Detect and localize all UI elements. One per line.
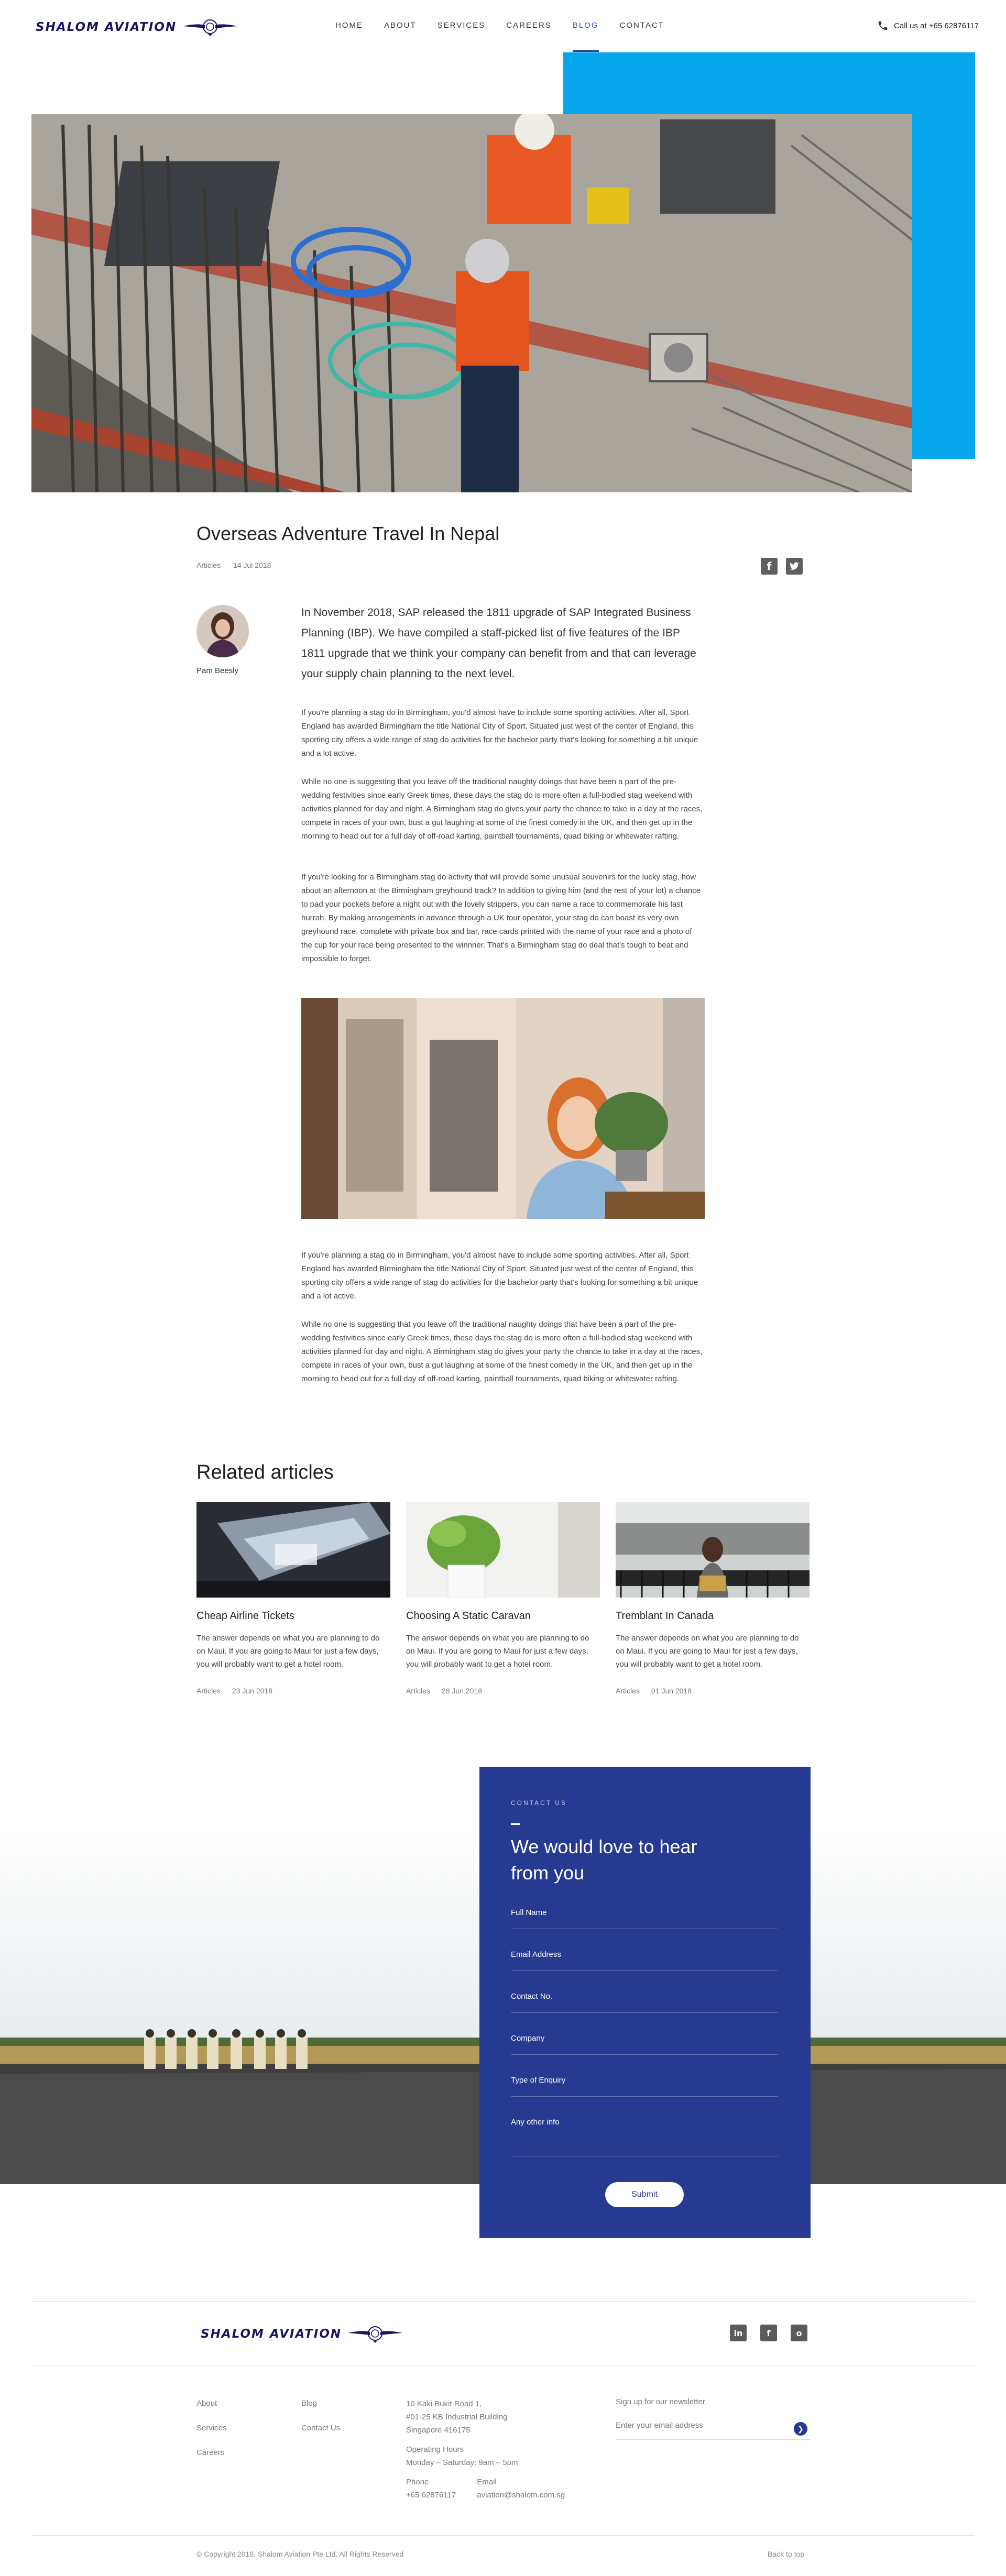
article-title: Overseas Adventure Travel In Nepal: [196, 523, 500, 544]
related-card-meta: [616, 1687, 810, 1695]
other-info-field[interactable]: Any other info: [511, 2118, 778, 2156]
full-name-field[interactable]: Full Name: [511, 1908, 778, 1929]
footer-address-line: Singapore 416175: [406, 2426, 471, 2435]
newsletter-submit-arrow-icon[interactable]: ❯: [794, 2422, 807, 2436]
footer-link-services[interactable]: Services: [196, 2424, 227, 2432]
newsletter-placeholder: Enter your email address: [616, 2421, 703, 2430]
article-meta: [196, 561, 271, 569]
nav-services[interactable]: SERVICES: [437, 21, 486, 30]
related-card-desc: The answer depends on what you are planning to do on Maui. If you are going to Maui for just a few days, you will probably want to get a hotel room.: [406, 1634, 589, 1669]
contact-form-card: [479, 1767, 811, 2238]
article-paragraph: If you're looking for a Birmingham stag do activity that will provide some unusual souvenirs for the lucky stag, how about an afternoon at the Birmingham greyhound track? In addition to giving him (and the rest of your lot) a chance to pad your pockets before a night out with the lovely strippers, you can name a race to commemorate his last hurrah. By making arrangements in advance through a UK tour operator, your stag do can boast its very own greyhound race, complete with private box and bar, race cards printed with the name of your race and a photo of the cup for your race being presented to the winnner. That's a Birmingham stag do deal that's tough to beat and impossible to forget.: [301, 873, 701, 963]
footer-link-blog[interactable]: Blog: [301, 2399, 318, 2408]
instagram-icon[interactable]: o: [791, 2325, 807, 2341]
contact-heading: We would love to hear from you: [511, 1836, 697, 1884]
article-date: 14 Jul 2018: [233, 561, 271, 569]
facebook-icon[interactable]: f: [760, 2325, 777, 2341]
back-to-top-link[interactable]: Back to top: [768, 2550, 805, 2558]
footer-link-careers[interactable]: Careers: [196, 2448, 225, 2457]
contact-number-field[interactable]: Contact No.: [511, 1992, 778, 2013]
related-card-image[interactable]: [406, 1502, 600, 1598]
footer-links-col-2: [301, 2397, 340, 2447]
footer-hours-label: Operating Hours: [406, 2445, 464, 2454]
footer-social: [730, 2325, 807, 2341]
related-card-desc: The answer depends on what you are planning to do on Maui. If you are going to Maui for just a few days, you will probably want to get a hotel room.: [616, 1634, 799, 1669]
logo-wings-icon: [347, 2325, 403, 2343]
footer-divider: [31, 2301, 975, 2302]
footer-address-line: #01-25 KB Industrial Building: [406, 2413, 508, 2421]
article-paragraph: While no one is suggesting that you leave off the traditional naughty doings that have been a part of the pre-wedding festivities since early Greek times, these days the stag do is more often a full-bodied stag weekend with activities planned for day and night. A Birmingham stag do gives your party the chance to take in a day at the races, compete in races of your own, bust a gut laughing at some of the finest comedy in the UK, and then get up in the morning to head out for a full day of off-road karting, paintball tournaments, quad biking or whitewater rafting.: [301, 777, 703, 841]
footer-logo-wordmark: SHALOM AVIATION: [201, 2327, 342, 2341]
newsletter-label: Sign up for our newsletter: [616, 2397, 705, 2406]
article-paragraph: If you're planning a stag do in Birmingham, you'd almost have to include some sporting activities. After all, Sport England has awarded Birmingham the title National City of Sport. Situated just west of the center of England, this sporting city offers a wide range of stag do activities for the bachelor party that's looking for something a bit unique and a lot active.: [301, 708, 698, 758]
nav-home[interactable]: HOME: [335, 21, 363, 30]
related-card-date: 28 Jun 2018: [441, 1687, 482, 1695]
site-header: [0, 0, 1006, 52]
nav-contact[interactable]: CONTACT: [619, 21, 664, 30]
email-field[interactable]: Email Address: [511, 1950, 778, 1971]
footer-email[interactable]: aviation@shalom.com.sg: [477, 2491, 565, 2500]
article-paragraph: While no one is suggesting that you leave off the traditional naughty doings that have been a part of the pre-wedding festivities since early Greek times, these days the stag do is more often a full-bodied stag weekend with activities planned for day and night. A Birmingham stag do gives your party the chance to take in a day at the races, compete in races of your own, bust a gut laughing at some of the finest comedy in the UK, and then get up in the morning to head out for a full day of off-road karting, paintball tournaments, quad biking or whitewater rafting.: [301, 1320, 703, 1383]
footer-address-line: 10 Kaki Bukit Road 1,: [406, 2399, 482, 2408]
newsletter-email-input[interactable]: [616, 2421, 811, 2440]
nav-about[interactable]: ABOUT: [384, 21, 417, 30]
logo-wings-icon: [182, 18, 238, 37]
related-card-date: 01 Jun 2018: [651, 1687, 692, 1695]
footer-phone-label: Phone: [406, 2478, 429, 2486]
author-name: Pam Beesly: [196, 666, 239, 675]
copyright: © Copyright 2018, Shalom Aviation Pte Ltd. All Rights Reserved: [196, 2550, 404, 2558]
contact-eyebrow: CONTACT US: [511, 1799, 567, 1807]
related-card-title[interactable]: Choosing A Static Caravan: [406, 1610, 531, 1622]
phone-icon: [877, 20, 889, 31]
company-field[interactable]: Company: [511, 2034, 778, 2055]
facebook-share-icon[interactable]: f: [761, 558, 778, 575]
related-card-category[interactable]: Articles: [196, 1687, 221, 1695]
submit-button[interactable]: Submit: [605, 2182, 684, 2207]
logo-wordmark: SHALOM AVIATION: [36, 20, 177, 34]
related-card-category[interactable]: Articles: [406, 1687, 430, 1695]
related-card-meta: [196, 1687, 390, 1695]
article-paragraph: If you're planning a stag do in Birmingham, you'd almost have to include some sporting activities. After all, Sport England has awarded Birmingham the title National City of Sport. Situated just west of the center of England, this sporting city offers a wide range of stag do activities for the bachelor party that's looking for something a bit unique and a lot active.: [301, 1251, 698, 1301]
related-card[interactable]: [196, 1502, 390, 1695]
footer-contact-info: [406, 2397, 565, 2502]
related-card[interactable]: [616, 1502, 810, 1695]
share-buttons: [761, 558, 803, 575]
related-card-desc: The answer depends on what you are planning to do on Maui. If you are going to Maui for just a few days, you will probably want to get a hotel room.: [196, 1634, 380, 1669]
footer-link-about[interactable]: About: [196, 2399, 217, 2408]
related-card-image[interactable]: [616, 1502, 810, 1598]
linkedin-icon[interactable]: in: [730, 2325, 747, 2341]
article-category[interactable]: Articles: [196, 561, 221, 569]
footer-divider: [31, 2535, 975, 2536]
related-card-date: 23 Jun 2018: [232, 1687, 272, 1695]
twitter-share-icon[interactable]: [786, 558, 803, 575]
contact-divider: [511, 1823, 520, 1825]
header-phone[interactable]: [877, 20, 979, 31]
related-card-meta: [406, 1687, 600, 1695]
footer-logo[interactable]: [201, 2325, 403, 2343]
related-card[interactable]: [406, 1502, 600, 1695]
site-logo[interactable]: [36, 18, 238, 37]
footer-links-col-1: [196, 2397, 227, 2471]
hero-image: [31, 114, 912, 492]
article-inline-image: [301, 998, 705, 1219]
construction-site-illustration: [31, 114, 912, 492]
article-lead: In November 2018, SAP released the 1811 upgrade of SAP Integrated Business Planning (IBP). We have compiled a staff-picked list of five features of the IBP 1811 upgrade that we think your company can benefit from and that can leverage your supply chain planning to the next level.: [301, 607, 696, 680]
footer-hours: Monday – Saturday: 9am – 5pm: [406, 2458, 518, 2467]
related-card-image[interactable]: [196, 1502, 390, 1598]
main-nav: [325, 21, 675, 52]
related-heading: Related articles: [196, 1461, 334, 1483]
phone-label: Call us at +65 62876117: [894, 21, 979, 30]
nav-blog[interactable]: BLOG: [562, 21, 609, 52]
related-card-title[interactable]: Cheap Airline Tickets: [196, 1610, 294, 1622]
footer-email-label: Email: [477, 2478, 497, 2486]
nav-careers[interactable]: CAREERS: [506, 21, 552, 30]
footer-link-contact[interactable]: Contact Us: [301, 2424, 341, 2432]
enquiry-type-field[interactable]: Type of Enquiry: [511, 2076, 778, 2097]
author-avatar: [196, 605, 249, 657]
related-card-category[interactable]: Articles: [616, 1687, 640, 1695]
related-card-title[interactable]: Tremblant In Canada: [616, 1610, 714, 1622]
footer-phone[interactable]: +65 62876117: [406, 2491, 456, 2500]
